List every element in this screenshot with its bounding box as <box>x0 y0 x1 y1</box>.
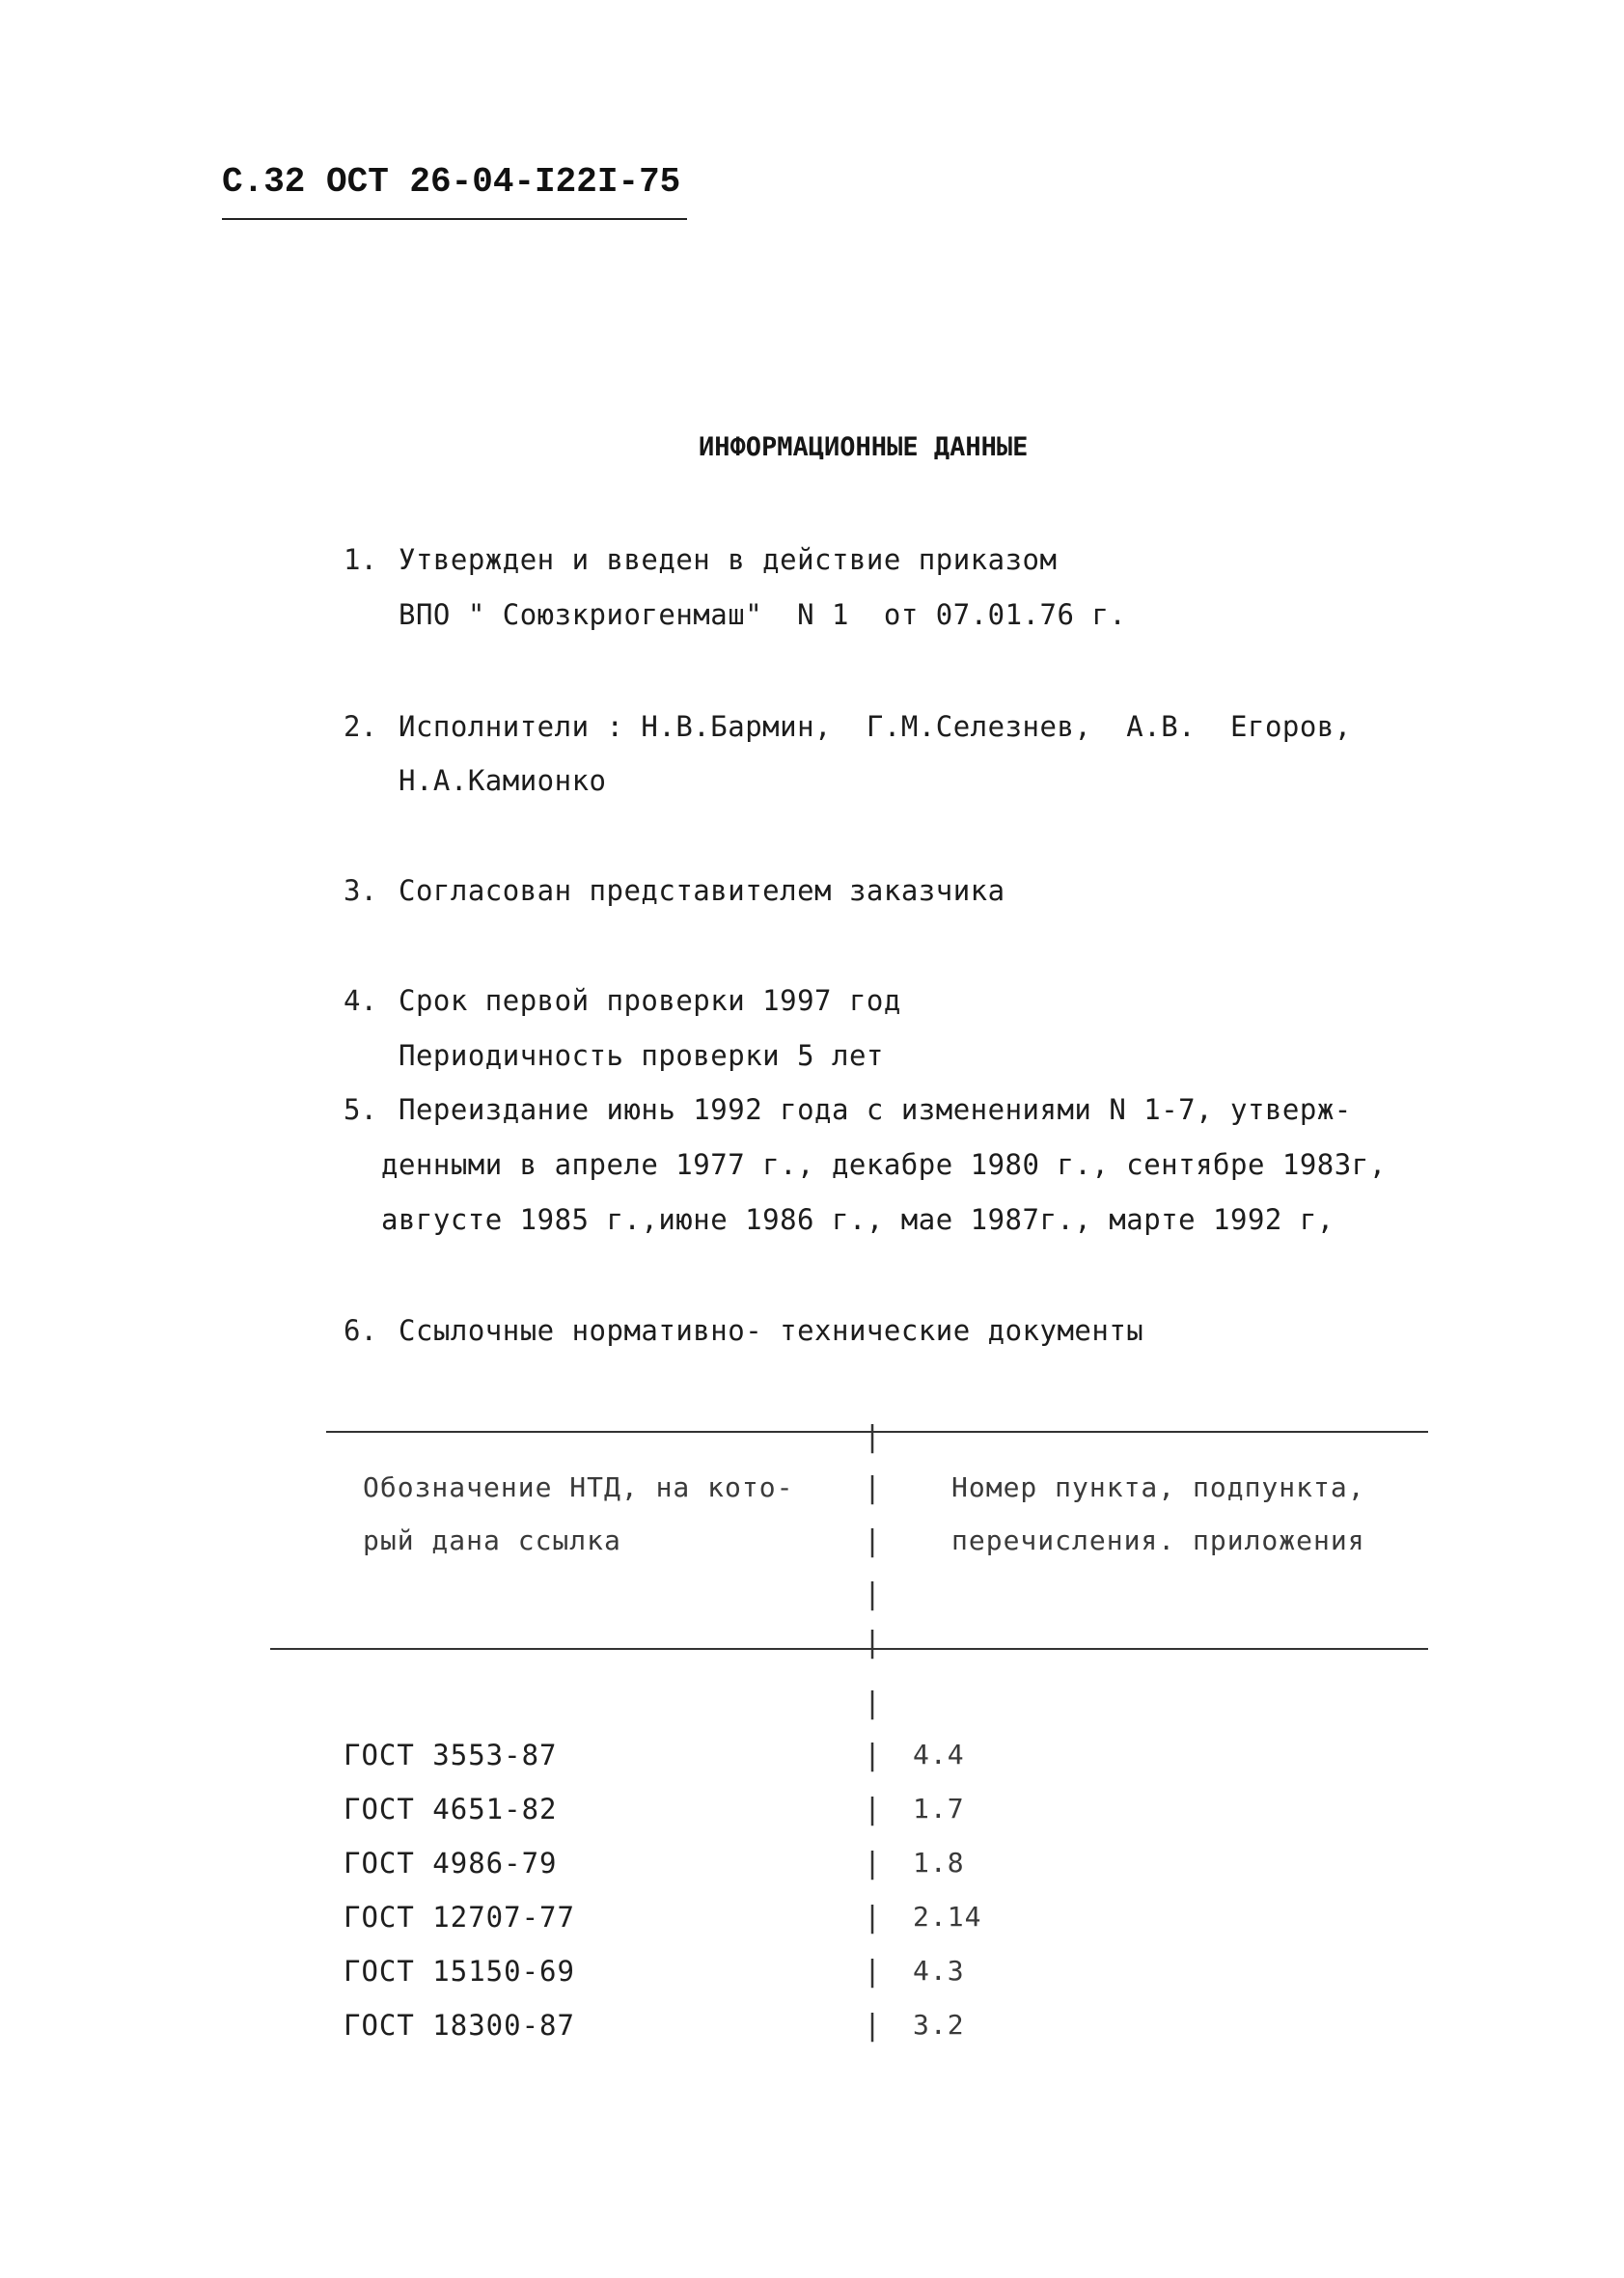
column-separator: | <box>864 1955 882 1989</box>
item-number: 4. <box>344 984 377 1017</box>
row-clause: 4.3 <box>913 1955 965 1987</box>
item-line: Ссылочные нормативно- технические документы <box>399 1314 1144 1347</box>
column-separator: | <box>864 1847 882 1880</box>
column-separator: | <box>864 2009 882 2043</box>
table-header-col1: Обозначение НТД, на кото- <box>363 1471 794 1503</box>
column-separator: | <box>864 1420 882 1454</box>
item-line: Периодичность проверки 5 лет <box>399 1039 884 1072</box>
item-line: ВПО " Союзкриогенмаш" N 1 от 07.01.76 г. <box>399 598 1127 631</box>
item-number: 2. <box>344 710 377 743</box>
item-line: Согласован представителем заказчика <box>399 874 1005 907</box>
row-clause: 3.2 <box>913 2009 965 2041</box>
item-line: денными в апреле 1977 г., декабре 1980 г., сентябре 1983г, <box>381 1148 1387 1181</box>
header-underline <box>222 218 687 220</box>
row-document: ГОСТ 15150-69 <box>344 1955 575 1988</box>
row-document: ГОСТ 12707-77 <box>344 1901 575 1934</box>
page-header-code: С.32 ОСТ 26-04-I22I-75 <box>222 162 681 202</box>
row-clause: 1.7 <box>913 1793 965 1825</box>
item-line: Переиздание июнь 1992 года с изменениями N 1-7, утверж- <box>399 1093 1352 1126</box>
column-separator: | <box>864 1471 882 1505</box>
table-header-rule <box>270 1648 1428 1650</box>
table-header-col1: рый дана ссылка <box>363 1524 621 1556</box>
row-document: ГОСТ 18300-87 <box>344 2009 575 2042</box>
item-number: 3. <box>344 874 377 907</box>
item-line: Утвержден и введен в действие приказом <box>399 543 1058 576</box>
column-separator: | <box>864 1793 882 1826</box>
item-number: 5. <box>344 1093 377 1126</box>
row-document: ГОСТ 4986-79 <box>344 1847 558 1880</box>
column-separator: | <box>864 1626 882 1660</box>
column-separator: | <box>864 1524 882 1558</box>
item-number: 1. <box>344 543 377 576</box>
item-number: 6. <box>344 1314 377 1347</box>
item-line: августе 1985 г.,июне 1986 г., мае 1987г., марте 1992 г, <box>381 1203 1335 1236</box>
document-title: ИНФОРМАЦИОННЫЕ ДАННЫЕ <box>699 432 1029 462</box>
row-clause: 2.14 <box>913 1901 982 1933</box>
column-separator: | <box>864 1901 882 1935</box>
table-header-col2: Номер пункта, подпункта, <box>951 1471 1365 1503</box>
column-separator: | <box>864 1687 882 1720</box>
row-document: ГОСТ 4651-82 <box>344 1793 558 1825</box>
row-document: ГОСТ 3553-87 <box>344 1739 558 1771</box>
column-separator: | <box>864 1578 882 1611</box>
table-header-col2: перечисления. приложения <box>951 1524 1365 1556</box>
row-clause: 1.8 <box>913 1847 965 1879</box>
column-separator: | <box>864 1739 882 1772</box>
item-line: Н.А.Камионко <box>399 764 607 797</box>
row-clause: 4.4 <box>913 1739 965 1770</box>
item-line: Исполнители : Н.В.Бармин, Г.М.Селезнев, А.В. Егоров, <box>399 710 1352 743</box>
item-line: Срок первой проверки 1997 год <box>399 984 901 1017</box>
